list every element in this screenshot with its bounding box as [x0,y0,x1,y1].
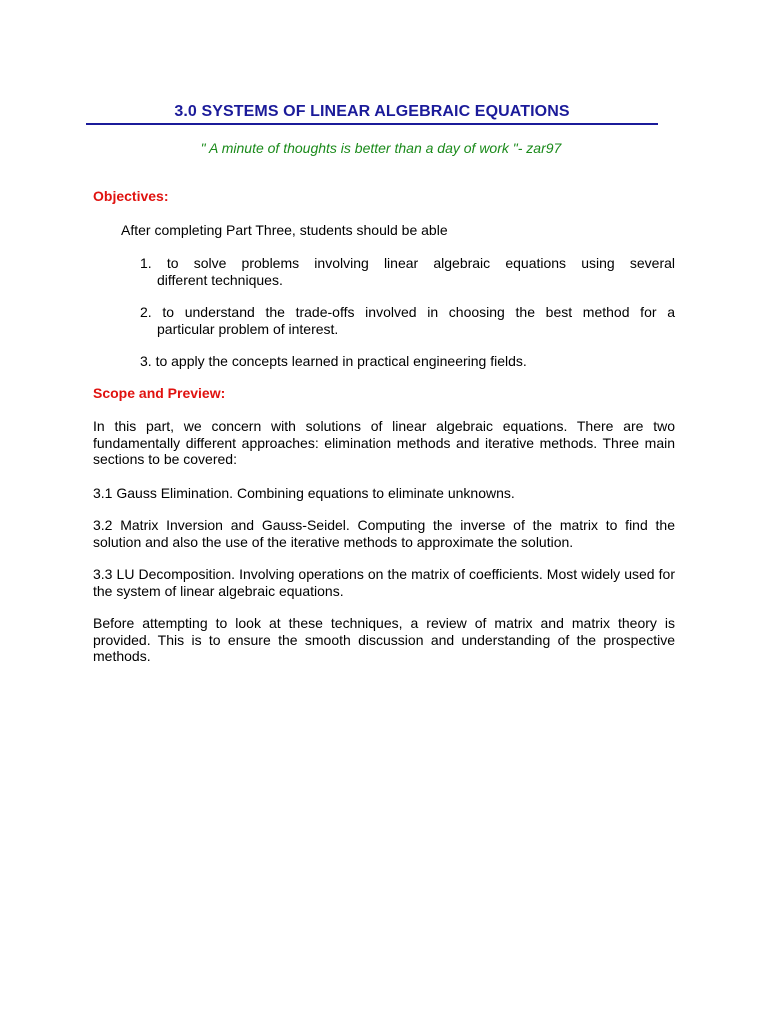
objective-item-3 [140,353,675,370]
objective-item-1-line2: different techniques. [157,271,283,288]
objective-item-2-line1: 2. to understand the trade-offs involved in choosing the best method for a [140,304,675,320]
objective-item-1-line1: 1. to solve problems involving linear algebraic equations using several [140,255,675,271]
objective-item-1 [140,255,675,288]
title-underline [86,123,658,125]
objectives-heading: Objectives: [93,188,169,204]
scope-paragraph-1: In this part, we concern with solutions of linear algebraic equations. There are two fundamentally different approaches: elimination methods and iterative methods. Three main sections to be covered: [93,418,675,467]
scope-paragraph-4: 3.3 LU Decomposition. Involving operations on the matrix of coefficients. Most widely used for the system of linear algebraic equations. [93,566,675,599]
objective-item-2 [140,304,675,337]
scope-heading: Scope and Preview: [93,385,226,401]
objective-item-2-line2: particular problem of interest. [157,320,339,337]
document-title: 3.0 SYSTEMS OF LINEAR ALGEBRAIC EQUATIONS [174,103,570,120]
scope-paragraph-2: 3.1 Gauss Elimination. Combining equations to eliminate unknowns. [93,485,515,501]
epigraph-quote: " A minute of thoughts is better than a day of work "- zar97 [200,140,562,156]
objective-item-3-line1: 3. to apply the concepts learned in practical engineering fields. [140,353,527,369]
scope-paragraph-3: 3.2 Matrix Inversion and Gauss-Seidel. Computing the inverse of the matrix to find the solution and also the use of the iterative methods to approximate the solution. [93,517,675,550]
objectives-intro: After completing Part Three, students should be able [121,222,448,238]
scope-paragraph-5: Before attempting to look at these techniques, a review of matrix and matrix theory is provided. This is to ensure the smooth discussion and understanding of the prospective methods. [93,615,675,664]
